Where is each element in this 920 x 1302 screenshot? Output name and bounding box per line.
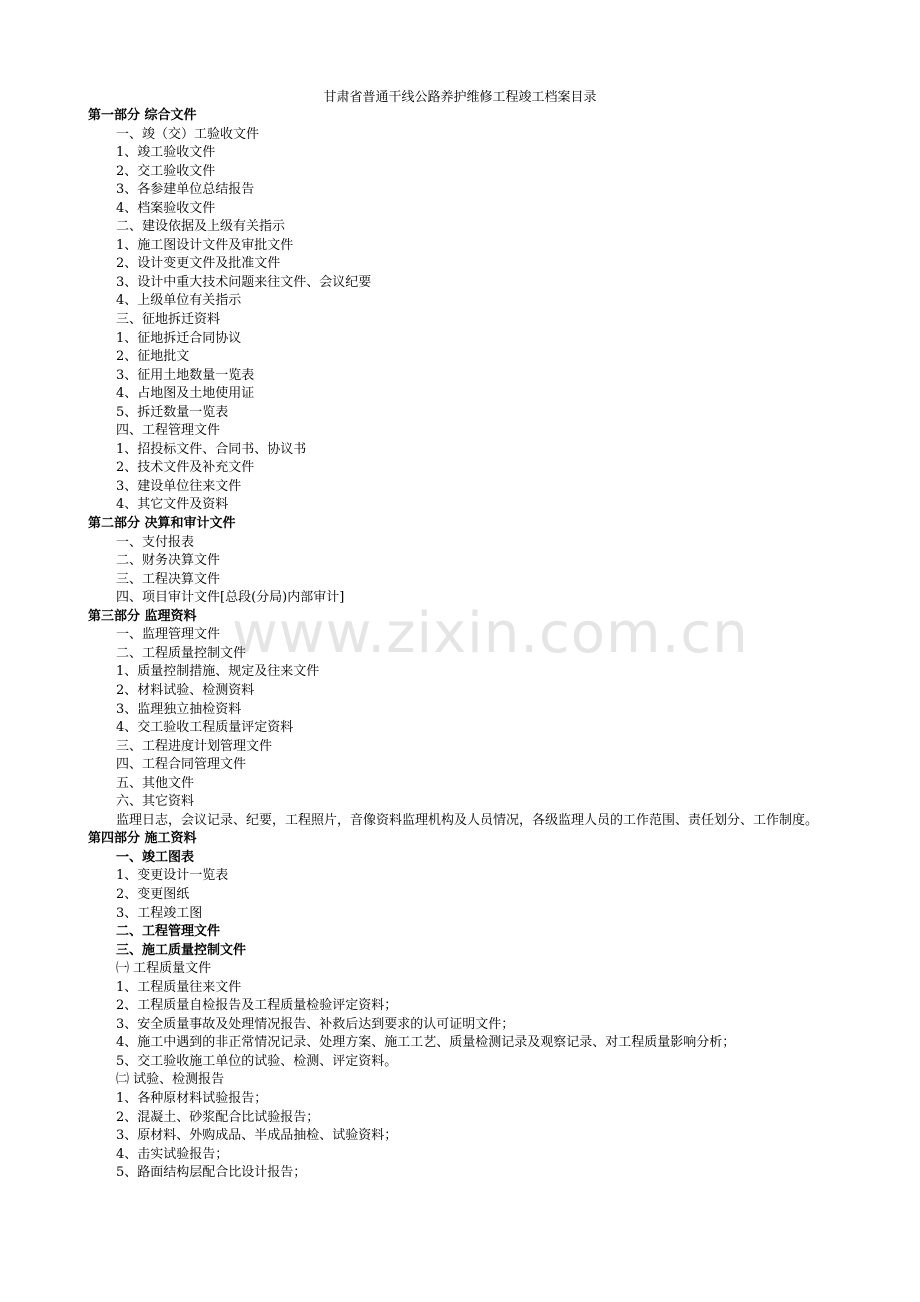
list-item: 3、征用土地数量一览表 [116,367,255,383]
paragraph: 监理日志，会议记录、纪要，工程照片，音像资料监理机构及人员情况，各级监理人员的工作范围、责任划分、工作制度。 [116,812,819,828]
list-item: 3、安全质量事故及处理情况报告、补救后达到要求的认可证明文件； [116,1016,515,1032]
list-item: 2、交工验收文件 [116,163,216,179]
list-item: 二、财务决算文件 [116,553,221,569]
list-item: 4、其它文件及资料 [116,497,229,513]
list-item: 1、质量控制措施、规定及往来文件 [116,664,320,680]
list-item: 3、监理独立抽检资料 [116,701,242,717]
list-item: 2、技术文件及补充文件 [116,460,255,476]
list-item: 1、招投标文件、合同书、协议书 [116,441,307,457]
list-item: 4、上级单位有关指示 [116,293,242,309]
list-item: 2、混凝土、砂浆配合比试验报告； [116,1109,320,1125]
subsection-heading: 三、施工质量控制文件 [116,942,247,958]
list-item: ㈠ 工程质量文件 [116,961,212,977]
list-item: 三、工程决算文件 [116,571,221,587]
list-item: 1、征地拆迁合同协议 [116,330,242,346]
document-body [88,107,836,1183]
list-item: 4、施工中遇到的非正常情况记录、处理方案、施工工艺、质量检测记录及观察记录、对工程质量影响分析； [116,1035,736,1051]
list-item: 六、其它资料 [116,794,195,810]
list-item: 4、交工验收工程质量评定资料 [116,720,294,736]
list-item: 1、各种原材料试验报告； [116,1090,268,1106]
list-item: 4、档案验收文件 [116,200,216,216]
list-item: 4、占地图及土地使用证 [116,386,255,402]
list-item: 2、征地批文 [116,349,190,365]
subsection-heading: 一、竣工图表 [116,849,195,865]
list-item: 2、材料试验、检测资料 [116,682,255,698]
list-item: 2、变更图纸 [116,886,190,902]
section-heading: 第四部分 施工资料 [88,831,197,847]
subsection-heading: 二、工程管理文件 [116,924,221,940]
list-item: 四、工程合同管理文件 [116,757,247,773]
list-item: 三、征地拆迁资料 [116,312,221,328]
list-item: 一、支付报表 [116,534,195,550]
list-item: 2、设计变更文件及批准文件 [116,256,281,272]
section-heading: 第三部分 监理资料 [88,608,197,624]
list-item: 4、击实试验报告； [116,1146,229,1162]
list-item: 1、工程质量往来文件 [116,979,242,995]
list-item: ㈡ 试验、检测报告 [116,1072,225,1088]
list-item: 3、建设单位往来文件 [116,478,242,494]
list-item: 2、工程质量自检报告及工程质量检验评定资料； [116,998,398,1014]
section-heading: 第一部分 综合文件 [88,108,197,123]
list-item: 1、变更设计一览表 [116,868,229,884]
list-item: 3、工程竣工图 [116,905,203,921]
list-item: 1、施工图设计文件及审批文件 [116,237,294,253]
list-item: 二、工程质量控制文件 [116,645,247,661]
list-item: 5、交工验收施工单位的试验、检测、评定资料。 [116,1053,398,1069]
watermark: www.zixin.com.cn [232,601,749,666]
section-heading: 第二部分 决算和审计文件 [88,516,236,532]
list-item: 五、其他文件 [116,775,195,791]
list-item: 5、拆迁数量一览表 [116,404,229,420]
list-item: 5、路面结构层配合比设计报告； [116,1165,307,1181]
list-item: 四、工程管理文件 [116,423,221,439]
list-item: 1、竣工验收文件 [116,145,216,161]
document-title: 甘肃省普通干线公路养护维修工程竣工档案目录 [323,90,597,105]
list-item: 四、项目审计文件[总段(分局)内部审计] [116,590,345,606]
list-item: 一、监理管理文件 [116,627,221,643]
list-item: 三、工程进度计划管理文件 [116,738,273,754]
list-item: 二、建设依据及上级有关指示 [116,219,286,235]
list-item: 3、各参建单位总结报告 [116,182,255,198]
list-item: 3、设计中重大技术问题来往文件、会议纪要 [116,274,372,290]
list-item: 3、原材料、外购成品、半成品抽检、试验资料； [116,1128,398,1144]
list-item: 一、竣（交）工验收文件 [116,126,260,142]
